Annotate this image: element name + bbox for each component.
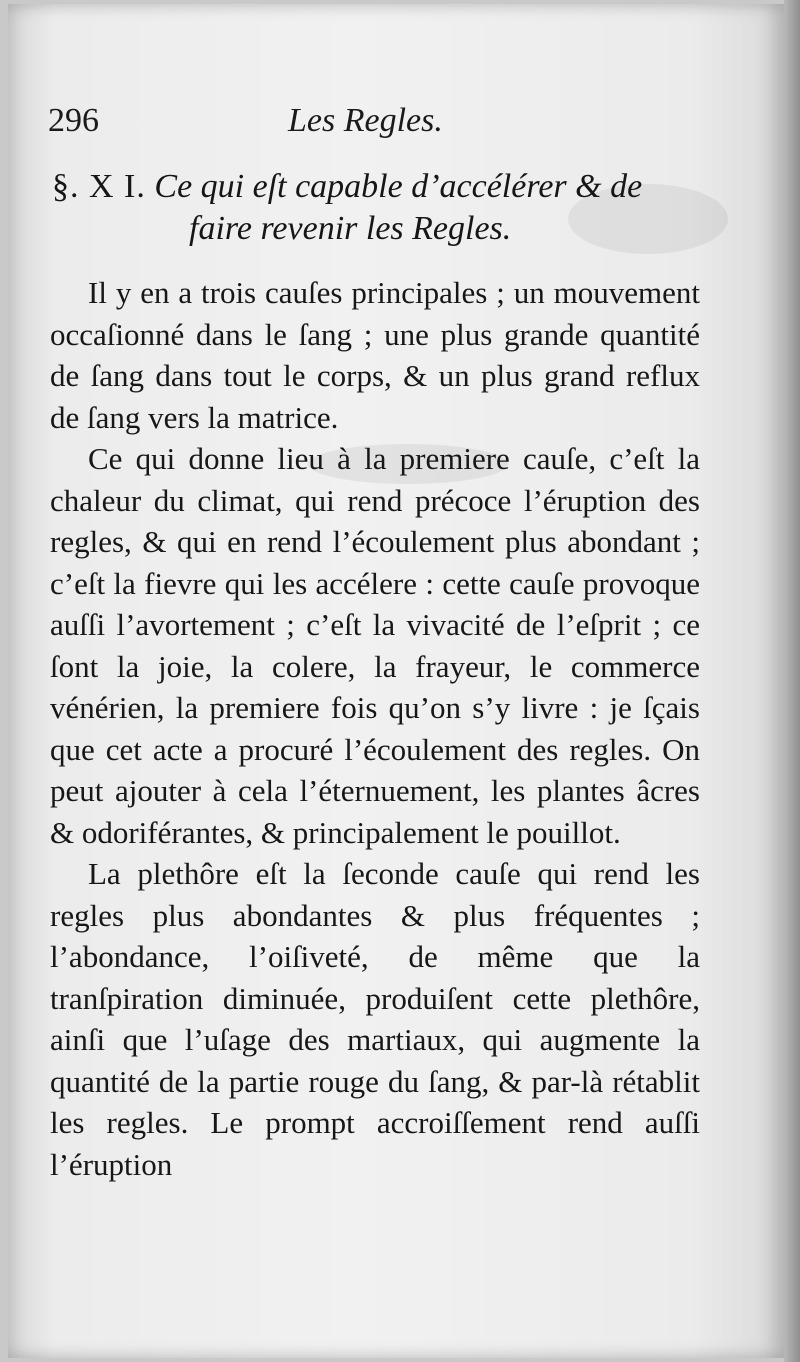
paragraph: La plethôre eſt la ſeconde cauſe qui rend les regles plus abondantes & plus fréquentes ; l’abondance, l’oiſiveté, de même que la tranſpiration diminuée, produiſent cette plethôre, ainſi que l’uſage des martiaux, qui augmente la quantité de la partie rouge du ſang, & par-là rétablit les regles. Le prompt accroiſſement rend auſſi l’éruption [50,856,700,1182]
body-text [50,272,700,1185]
section-number: §. X I. [52,168,146,205]
paragraph: Il y en a trois cauſes principales ; un mouvement occaſionné dans le ſang ; une plus grande quantité de ſang dans tout le corps, & un plus grand reflux de ſang vers la matrice. [50,275,700,435]
page-gutter-shadow [784,0,800,1362]
section-title-line1: Ce qui eſt capable d’accélérer & de [154,168,643,205]
page-number: 296 [48,102,99,139]
running-head: Les Regles. [288,102,443,139]
page-header [48,102,698,150]
section-title-line2: faire revenir les Regles. [189,210,512,247]
paragraph: Ce qui donne lieu à la premiere cauſe, c’eſt la chaleur du climat, qui rend précoce l’éruption des regles, & qui en rend l’écoulement plus abondant ; c’eſt la fievre qui les accélere : cette cauſe provoque auſſi l’avortement ; c’eſt la vivacité de l’eſprit ; ce ſont la joie, la colere, la frayeur, le commerce vénérien, la premiere fois qu’on s’y livre : je ſçais que cet acte a procuré l’écoulement des regles. On peut ajouter à cela l’éternuement, les plantes âcres & odoriférantes, & principalement le pouillot. [50,441,700,850]
section-heading [52,166,702,250]
section-heading-line1 [52,166,702,208]
